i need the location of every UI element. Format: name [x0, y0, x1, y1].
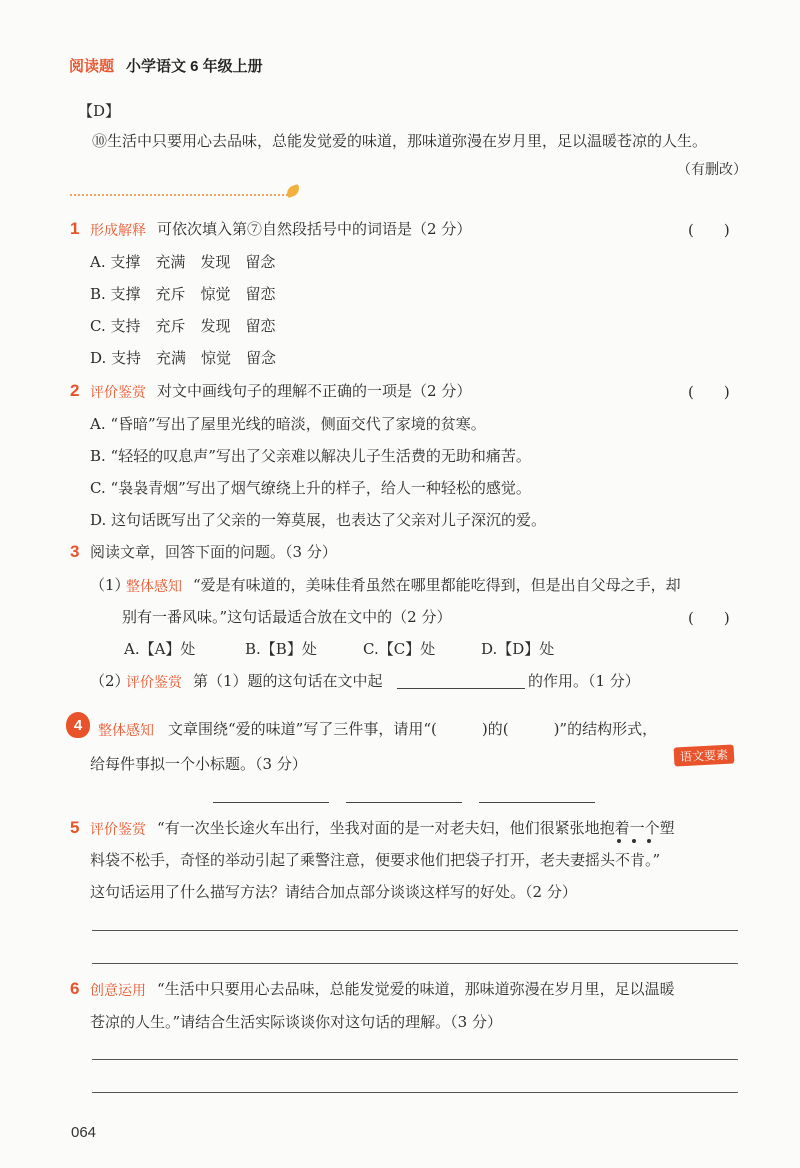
question-text: 阅读文章，回答下面的问题。（3 分）	[90, 543, 337, 561]
option-a: A. 支撑 充满 发现 留念	[90, 253, 276, 271]
option-c: C.【C】处	[363, 640, 436, 658]
subquestion-text-line1: “爱是有味道的，美味佳肴虽然在哪里都能吃得到，但是出自父母之手，却	[193, 576, 681, 594]
flame-number-icon: 4	[66, 712, 90, 738]
question-text-line1: 文章围绕“爱的味道”写了三件事，请用“( )的( )”的结构形式，	[168, 720, 658, 738]
option-c: C. 支持 充斥 发现 留恋	[90, 317, 276, 335]
question-text-line1: “有一次坐长途火车出行，坐我对面的是一对老夫妇，他们很紧张地抱着一个塑	[157, 819, 675, 837]
question-number: 1	[70, 219, 80, 238]
question-text: 可依次填入第⑦自然段括号中的词语是（2 分）	[157, 220, 472, 238]
question-tag: 创意运用	[90, 982, 146, 998]
question-tag: 评价鉴赏	[90, 384, 146, 400]
answer-line[interactable]	[92, 1059, 738, 1060]
question-text-line3: 这句话运用了什么描写方法？请结合加点部分谈谈这样写的好处。（2 分）	[90, 883, 577, 901]
answer-line[interactable]	[92, 930, 738, 931]
section-label: 阅读题	[69, 58, 115, 75]
option-d: D. 这句话既写出了父亲的一筹莫展，也表达了父亲对儿子深沉的爱。	[90, 511, 547, 529]
subquestion-label: （2）	[90, 672, 130, 690]
title-blank-1[interactable]	[213, 802, 329, 803]
passage-paragraph-10: ⑩生活中只要用心去品味，总能发觉爱的味道，那味道弥漫在岁月里，足以温暖苍凉的人生。	[92, 132, 708, 150]
question-tag: 整体感知	[98, 722, 154, 738]
option-a: A.【A】处	[124, 640, 196, 658]
answer-line[interactable]	[92, 1092, 738, 1093]
question-text: 对文中画线句子的理解不正确的一项是（2 分）	[157, 382, 472, 400]
question-tag: 评价鉴赏	[126, 674, 182, 690]
question-number: 6	[70, 979, 80, 998]
option-b: B. 支撑 充斥 惊觉 留恋	[90, 285, 276, 303]
leaf-icon	[285, 184, 302, 198]
emphasis-dot	[647, 839, 651, 843]
subquestion-text-line2: 别有一番风味。”这句话最适合放在文中的（2 分）	[122, 608, 452, 626]
option-a: A. “昏暗”写出了屋里光线的暗淡，侧面交代了家境的贫寒。	[90, 415, 486, 433]
question-tag: 评价鉴赏	[90, 821, 146, 837]
answer-bracket[interactable]: ( )	[688, 383, 730, 401]
section-divider	[70, 194, 288, 196]
question-number: 2	[70, 381, 80, 400]
question-text-line2: 苍凉的人生。”请结合生活实际谈谈你对这句话的理解。（3 分）	[90, 1013, 502, 1031]
title-blank-3[interactable]	[479, 802, 595, 803]
subquestion-text: 第（1）题的这句话在文中起	[193, 672, 383, 690]
key-element-badge: 语文要素	[674, 744, 735, 766]
emphasis-dot	[617, 839, 621, 843]
passage-source-note: （有删改）	[677, 162, 747, 178]
option-b: B.【B】处	[245, 640, 317, 658]
option-b: B. “轻轻的叹息声”写出了父亲难以解决儿子生活费的无助和痛苦。	[90, 447, 531, 465]
book-title: 小学语文 6 年级上册	[126, 58, 263, 75]
answer-bracket[interactable]: ( )	[688, 221, 730, 239]
emphasis-dot	[632, 839, 636, 843]
fill-in-blank[interactable]	[397, 688, 525, 689]
answer-bracket[interactable]: ( )	[688, 609, 730, 627]
subquestion-label: （1）	[90, 576, 130, 594]
question-tag: 形成解释	[90, 222, 146, 238]
question-tag: 整体感知	[126, 578, 182, 594]
option-d: D. 支持 充满 惊觉 留念	[90, 349, 277, 367]
question-number: 5	[70, 818, 80, 837]
question-text-line2: 给每件事拟一个小标题。（3 分）	[90, 755, 307, 773]
passage-marker: 【D】	[78, 102, 121, 120]
answer-line[interactable]	[92, 963, 738, 964]
option-d: D.【D】处	[481, 640, 555, 658]
option-c: C. “袅袅青烟”写出了烟气缭绕上升的样子，给人一种轻松的感觉。	[90, 479, 531, 497]
question-number: 3	[70, 542, 80, 561]
page-number: 064	[71, 1124, 97, 1141]
question-text-line1: “生活中只要用心去品味，总能发觉爱的味道，那味道弥漫在岁月里，足以温暖	[157, 980, 675, 998]
question-text-line2: 料袋不松手，奇怪的举动引起了乘警注意，便要求他们把袋子打开，老夫妻摇头不肯。”	[90, 851, 661, 869]
title-blank-2[interactable]	[346, 802, 462, 803]
subquestion-text-end: 的作用。（1 分）	[528, 672, 640, 690]
